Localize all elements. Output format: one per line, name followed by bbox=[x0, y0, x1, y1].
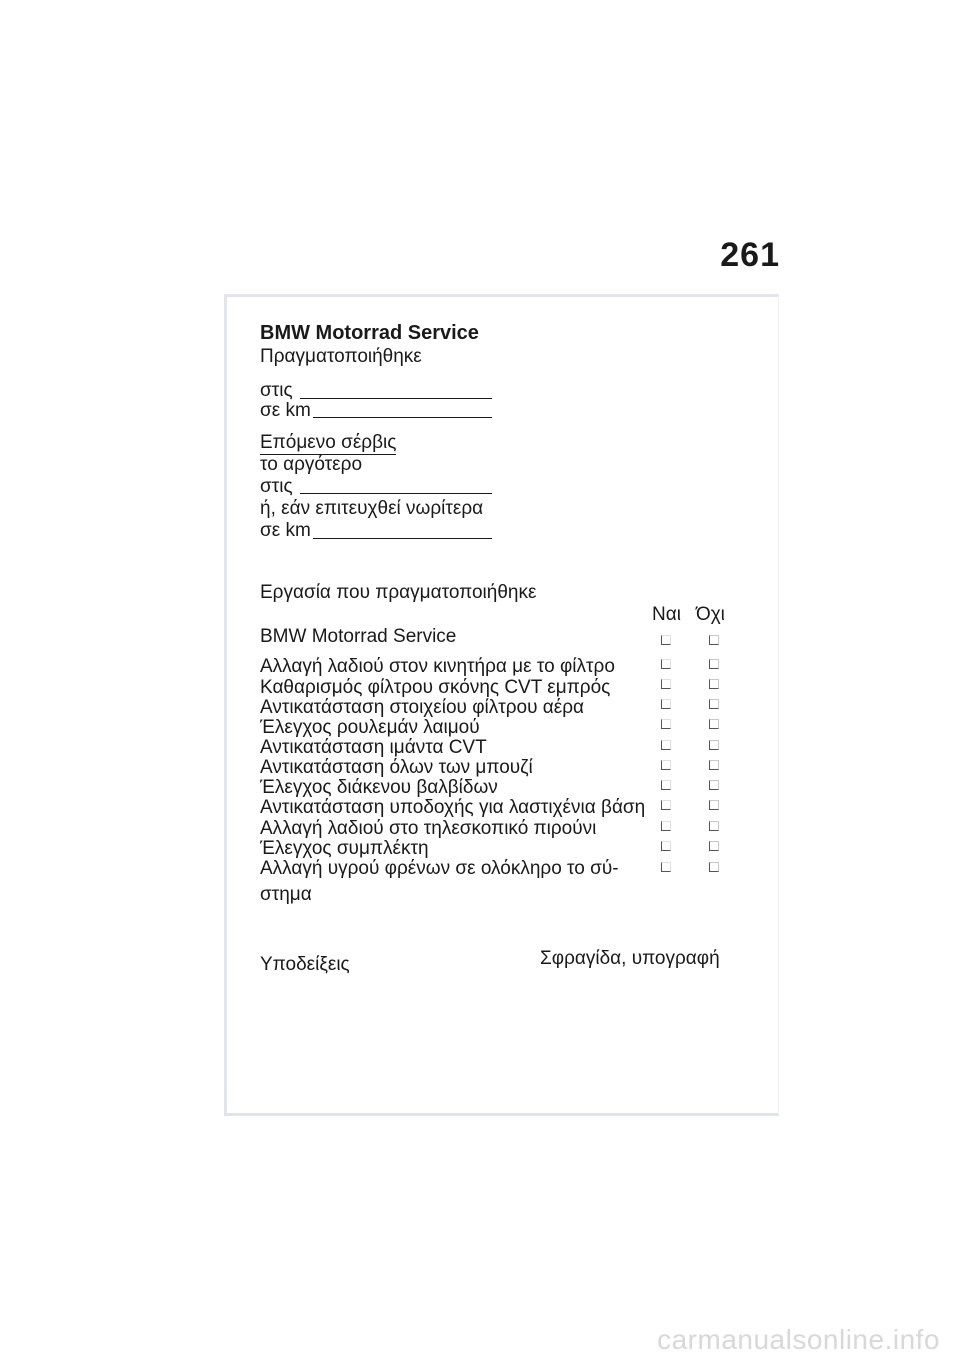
work-item: Αλλαγή λαδιού στον κινητήρα με το φίλτρο bbox=[260, 656, 615, 677]
stamp-signature-label: Σφραγίδα, υπογραφή bbox=[540, 948, 720, 969]
notes-label: Υποδείξεις bbox=[260, 954, 350, 975]
checkbox-no[interactable] bbox=[709, 821, 719, 831]
checkbox-yes[interactable] bbox=[661, 800, 671, 810]
checkbox-yes[interactable] bbox=[661, 740, 671, 750]
next-service-km-label: σε km bbox=[260, 520, 311, 541]
next-service-heading: Επόμενο σέρβις bbox=[260, 432, 397, 453]
work-item: Έλεγχος ρουλεμάν λαιμού bbox=[260, 717, 480, 738]
work-item: Αλλαγή υγρού φρένων σε ολόκληρο το σύ- bbox=[260, 858, 619, 879]
checkbox-yes[interactable] bbox=[661, 841, 671, 851]
checkbox-yes[interactable] bbox=[661, 635, 671, 645]
next-service-latest: το αργότερο bbox=[260, 454, 363, 475]
work-item: Έλεγχος διάκενου βαλβίδων bbox=[260, 777, 498, 798]
performed-km-field[interactable] bbox=[313, 417, 492, 418]
checkbox-no[interactable] bbox=[709, 841, 719, 851]
column-no: Όχι bbox=[696, 604, 725, 625]
work-heading: Εργασία που πραγματοποιήθηκε bbox=[260, 582, 537, 603]
performed-date-field[interactable] bbox=[300, 398, 492, 399]
checkbox-yes[interactable] bbox=[661, 821, 671, 831]
checkbox-no[interactable] bbox=[709, 679, 719, 689]
checkbox-yes[interactable] bbox=[661, 862, 671, 872]
checkbox-yes[interactable] bbox=[661, 699, 671, 709]
checkbox-yes[interactable] bbox=[661, 659, 671, 669]
performed-date-label: στις bbox=[260, 380, 293, 401]
work-item: Έλεγχος συμπλέκτη bbox=[260, 838, 429, 859]
checkbox-yes[interactable] bbox=[661, 679, 671, 689]
service-title: BMW Motorrad Service bbox=[260, 322, 479, 344]
work-item-continued: στημα bbox=[260, 884, 312, 905]
checkbox-no[interactable] bbox=[709, 659, 719, 669]
checkbox-no[interactable] bbox=[709, 800, 719, 810]
checkbox-no[interactable] bbox=[709, 635, 719, 645]
work-item: Αντικατάσταση ιμάντα CVT bbox=[260, 737, 487, 758]
work-item: Αλλαγή λαδιού στο τηλεσκοπικό πιρούνι bbox=[260, 818, 597, 839]
checkbox-no[interactable] bbox=[709, 699, 719, 709]
page-number: 261 bbox=[720, 236, 780, 274]
next-service-km-field[interactable] bbox=[313, 538, 492, 539]
checkbox-no[interactable] bbox=[709, 862, 719, 872]
checkbox-yes[interactable] bbox=[661, 780, 671, 790]
next-service-date-field[interactable] bbox=[300, 493, 492, 494]
checkbox-no[interactable] bbox=[709, 760, 719, 770]
next-service-or-earlier: ή, εάν επιτευχθεί νωρίτερα bbox=[260, 498, 484, 519]
next-service-date-label: στις bbox=[260, 476, 293, 497]
work-item: Αντικατάσταση όλων των μπουζί bbox=[260, 757, 533, 778]
performed-km-label: σε km bbox=[260, 400, 311, 421]
performed-label: Πραγματοποιήθηκε bbox=[260, 346, 422, 367]
work-item: Καθαρισμός φίλτρου σκόνης CVT εμπρός bbox=[260, 677, 611, 698]
checkbox-no[interactable] bbox=[709, 740, 719, 750]
checkbox-yes[interactable] bbox=[661, 760, 671, 770]
work-item: Αντικατάσταση στοιχείου φίλτρου αέρα bbox=[260, 697, 585, 718]
watermark: carmanualsonline.info bbox=[657, 1324, 940, 1355]
checkbox-yes[interactable] bbox=[661, 719, 671, 729]
checkbox-no[interactable] bbox=[709, 780, 719, 790]
work-item: BMW Motorrad Service bbox=[260, 626, 457, 647]
column-yes: Ναι bbox=[652, 604, 681, 625]
work-item: Αντικατάσταση υποδοχής για λαστιχένια βάση bbox=[260, 797, 646, 818]
checkbox-no[interactable] bbox=[709, 719, 719, 729]
